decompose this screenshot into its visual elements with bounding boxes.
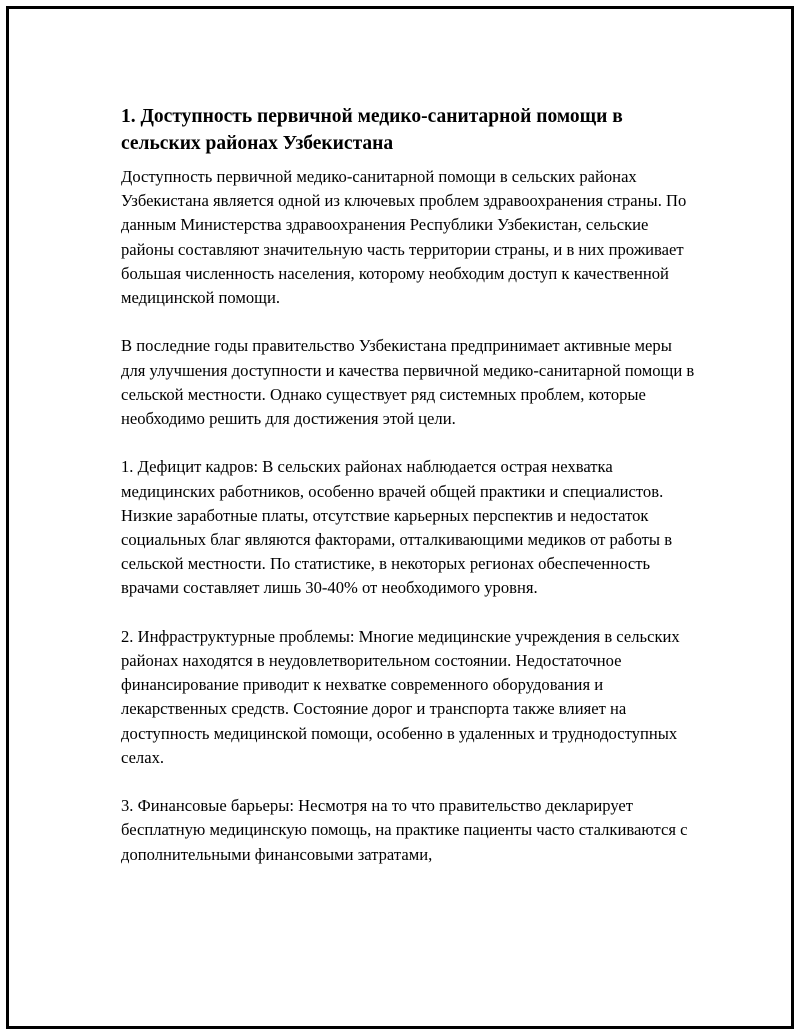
- paragraph-staff-shortage: 1. Дефицит кадров: В сельских районах наблюдается острая нехватка медицинских работников, особенно врачей общей практики и специалистов. Низкие заработные платы, отсутствие карьерных перспектив и недостаток социальных благ являются факторами, отталкивающими медиков от работы в сельской местности. По статистике, в некоторых регионах обеспеченность врачами составляет лишь 30-40% от необходимого уровня.: [121, 457, 673, 598]
- document-page: [6, 6, 794, 1029]
- paragraph-intro: Доступность первичной медико-санитарной помощи в сельских районах Узбекистана является одной из ключевых проблем здравоохранения страны. По данным Министерства здравоохранения Республики Узбекистан, сельские районы составляют значительную часть территории страны, и в них проживает большая численность населения, которому необходим доступ к качественной медицинской помощи.: [121, 167, 687, 308]
- section-title: 1. Доступность первичной медико-санитарной помощи в сельских районах Узбекистана: [121, 106, 623, 154]
- paragraph-government-measures: В последние годы правительство Узбекистана предпринимает активные меры для улучшения доступности и качества первичной медико-санитарной помощи в сельской местности. Однако существует ряд системных проблем, которые необходимо решить для достижения этой цели.: [121, 336, 695, 429]
- paragraph-infrastructure: 2. Инфраструктурные проблемы: Многие медицинские учреждения в сельских районах находятся в неудовлетворительном состоянии. Недостаточное финансирование приводит к нехватке современного оборудования и лекарственных средств. Состояние дорог и транспорта также влияет на доступность медицинской помощи, особенно в удаленных и труднодоступных селах.: [121, 626, 680, 767]
- paragraph-financial-barriers: 3. Финансовые барьеры: Несмотря на то что правительство декларирует бесплатную медицинскую помощь, на практике пациенты часто сталкиваются с дополнительными финансовыми затратами,: [121, 796, 688, 864]
- document-content: [121, 103, 696, 867]
